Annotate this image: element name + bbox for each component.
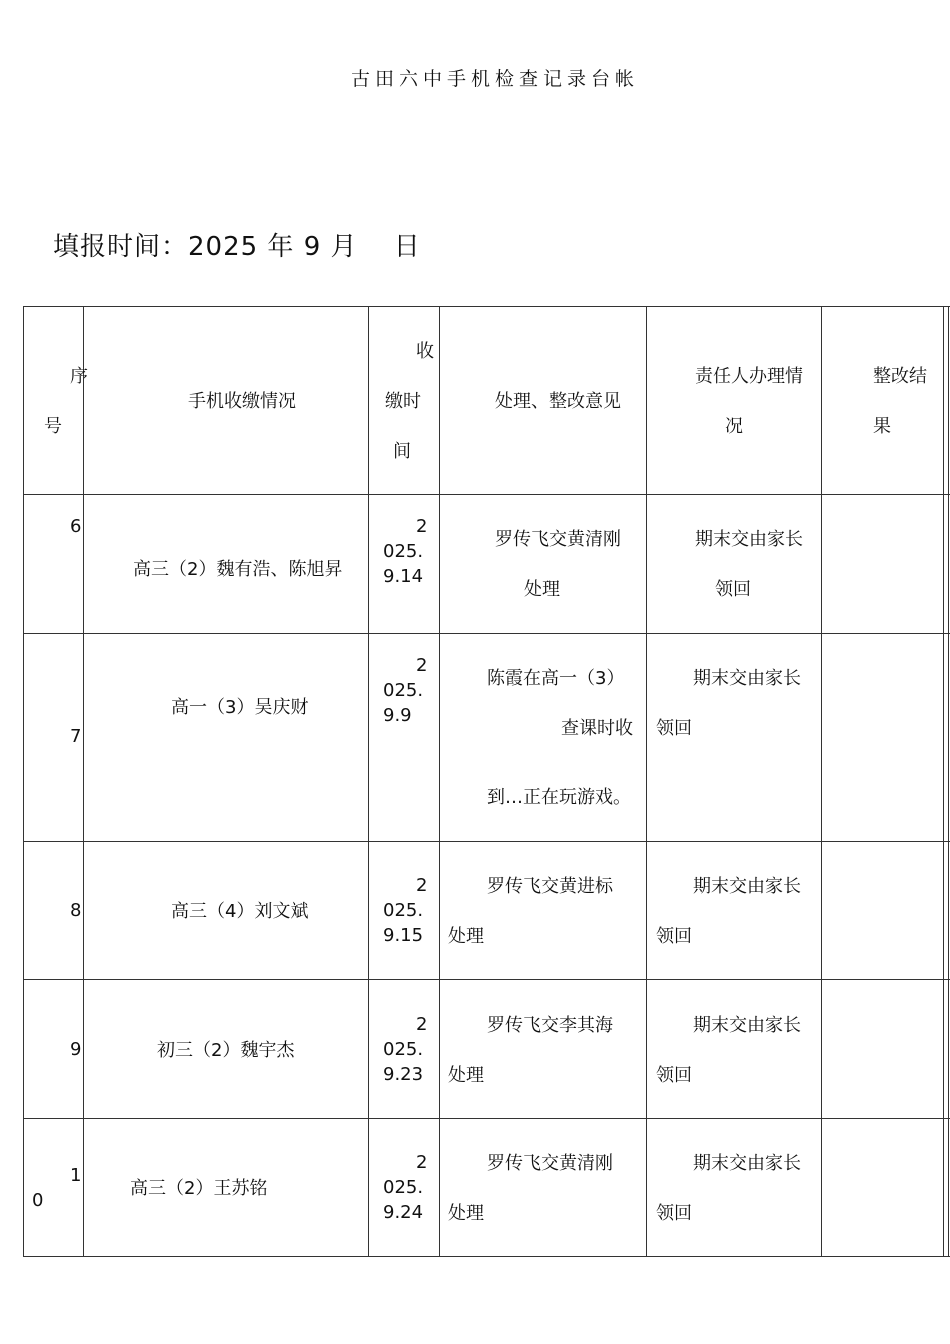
- column-divider: [83, 306, 84, 1257]
- time-cell-part2: 025.: [383, 900, 424, 921]
- fill-date: 填报时间：2025 年 9 月 日: [53, 232, 421, 262]
- time-cell-part2: 025.: [383, 541, 424, 562]
- header-responsible-part2: 况: [725, 416, 743, 437]
- opinion-cell-part2: 处理: [448, 1065, 484, 1086]
- seq-cell: 7: [70, 726, 82, 747]
- responsible-cell-part1: 期末交由家长: [693, 1153, 801, 1174]
- situation-cell: 高三（4）刘文斌: [171, 901, 309, 922]
- situation-cell: 高三（2）魏有浩、陈旭昇: [133, 559, 343, 580]
- responsible-cell-part1: 期末交由家长: [695, 529, 803, 550]
- time-cell-part1: 2: [416, 1152, 428, 1173]
- responsible-cell-part1: 期末交由家长: [693, 1015, 801, 1036]
- header-time-part2: 缴时: [385, 391, 421, 412]
- responsible-cell-part1: 期末交由家长: [693, 876, 801, 897]
- time-cell-part2: 025.: [383, 1039, 424, 1060]
- responsible-cell-part2: 领回: [656, 718, 692, 739]
- time-cell-part2: 025.: [383, 1177, 424, 1198]
- table-border-left: [23, 306, 24, 1257]
- time-cell-part3: 9.24: [383, 1202, 424, 1223]
- header-seq-part2: 号: [44, 416, 62, 437]
- header-time-part1: 收: [416, 341, 434, 362]
- seq-cell: 6: [70, 516, 82, 537]
- opinion-cell-part1: 陈霞在高一（3）: [487, 668, 625, 689]
- time-cell-part3: 9.15: [383, 925, 424, 946]
- opinion-cell-part3: 到…正在玩游戏。: [487, 787, 631, 808]
- time-cell-part3: 9.23: [383, 1064, 424, 1085]
- column-divider: [368, 306, 369, 1257]
- responsible-cell-part2: 领回: [715, 579, 751, 600]
- opinion-cell-part2: 处理: [448, 926, 484, 947]
- column-divider: [948, 306, 949, 1257]
- document-title: 古田六中手机检查记录台帐: [350, 68, 639, 90]
- row-divider: [23, 979, 950, 980]
- seq-cell: 9: [70, 1039, 82, 1060]
- situation-cell: 初三（2）魏宇杰: [157, 1040, 295, 1061]
- seq-cell: 8: [70, 900, 82, 921]
- header-situation: 手机收缴情况: [188, 391, 296, 412]
- seq-cell-part1: 1: [70, 1165, 82, 1186]
- header-responsible-part1: 责任人办理情: [695, 366, 803, 387]
- table-border-bottom: [23, 1256, 950, 1257]
- seq-cell-part2: 0: [32, 1190, 44, 1211]
- column-divider: [943, 306, 944, 1257]
- header-result-part2: 果: [873, 416, 891, 437]
- time-cell-part3: 9.9: [383, 705, 412, 726]
- row-divider: [23, 494, 950, 495]
- opinion-cell-part1: 罗传飞交黄进标: [487, 876, 613, 897]
- opinion-cell-part1: 罗传飞交黄清刚: [495, 529, 621, 550]
- time-cell-part1: 2: [416, 1014, 428, 1035]
- opinion-cell-part1: 罗传飞交黄清刚: [487, 1153, 613, 1174]
- situation-cell: 高一（3）吴庆财: [171, 697, 309, 718]
- inspection-table: [23, 306, 950, 1257]
- header-seq-part1: 序: [70, 366, 88, 387]
- opinion-cell-part1: 罗传飞交李其海: [487, 1015, 613, 1036]
- time-cell-part1: 2: [416, 516, 428, 537]
- row-divider: [23, 841, 950, 842]
- responsible-cell-part2: 领回: [656, 1203, 692, 1224]
- opinion-cell-part2: 查课时收: [561, 718, 633, 739]
- responsible-cell-part2: 领回: [656, 1065, 692, 1086]
- header-opinion: 处理、整改意见: [495, 391, 621, 412]
- time-cell-part1: 2: [416, 875, 428, 896]
- situation-cell: 高三（2）王苏铭: [130, 1178, 268, 1199]
- time-cell-part2: 025.: [383, 680, 424, 701]
- column-divider: [439, 306, 440, 1257]
- column-divider: [646, 306, 647, 1257]
- opinion-cell-part2: 处理: [448, 1203, 484, 1224]
- header-result-part1: 整改结: [873, 366, 927, 387]
- time-cell-part3: 9.14: [383, 566, 424, 587]
- time-cell-part1: 2: [416, 655, 428, 676]
- row-divider: [23, 1118, 950, 1119]
- header-time-part3: 间: [393, 441, 411, 462]
- table-border-top: [23, 306, 950, 307]
- responsible-cell-part1: 期末交由家长: [693, 668, 801, 689]
- responsible-cell-part2: 领回: [656, 926, 692, 947]
- row-divider: [23, 633, 950, 634]
- opinion-cell-part2: 处理: [524, 579, 560, 600]
- column-divider: [821, 306, 822, 1257]
